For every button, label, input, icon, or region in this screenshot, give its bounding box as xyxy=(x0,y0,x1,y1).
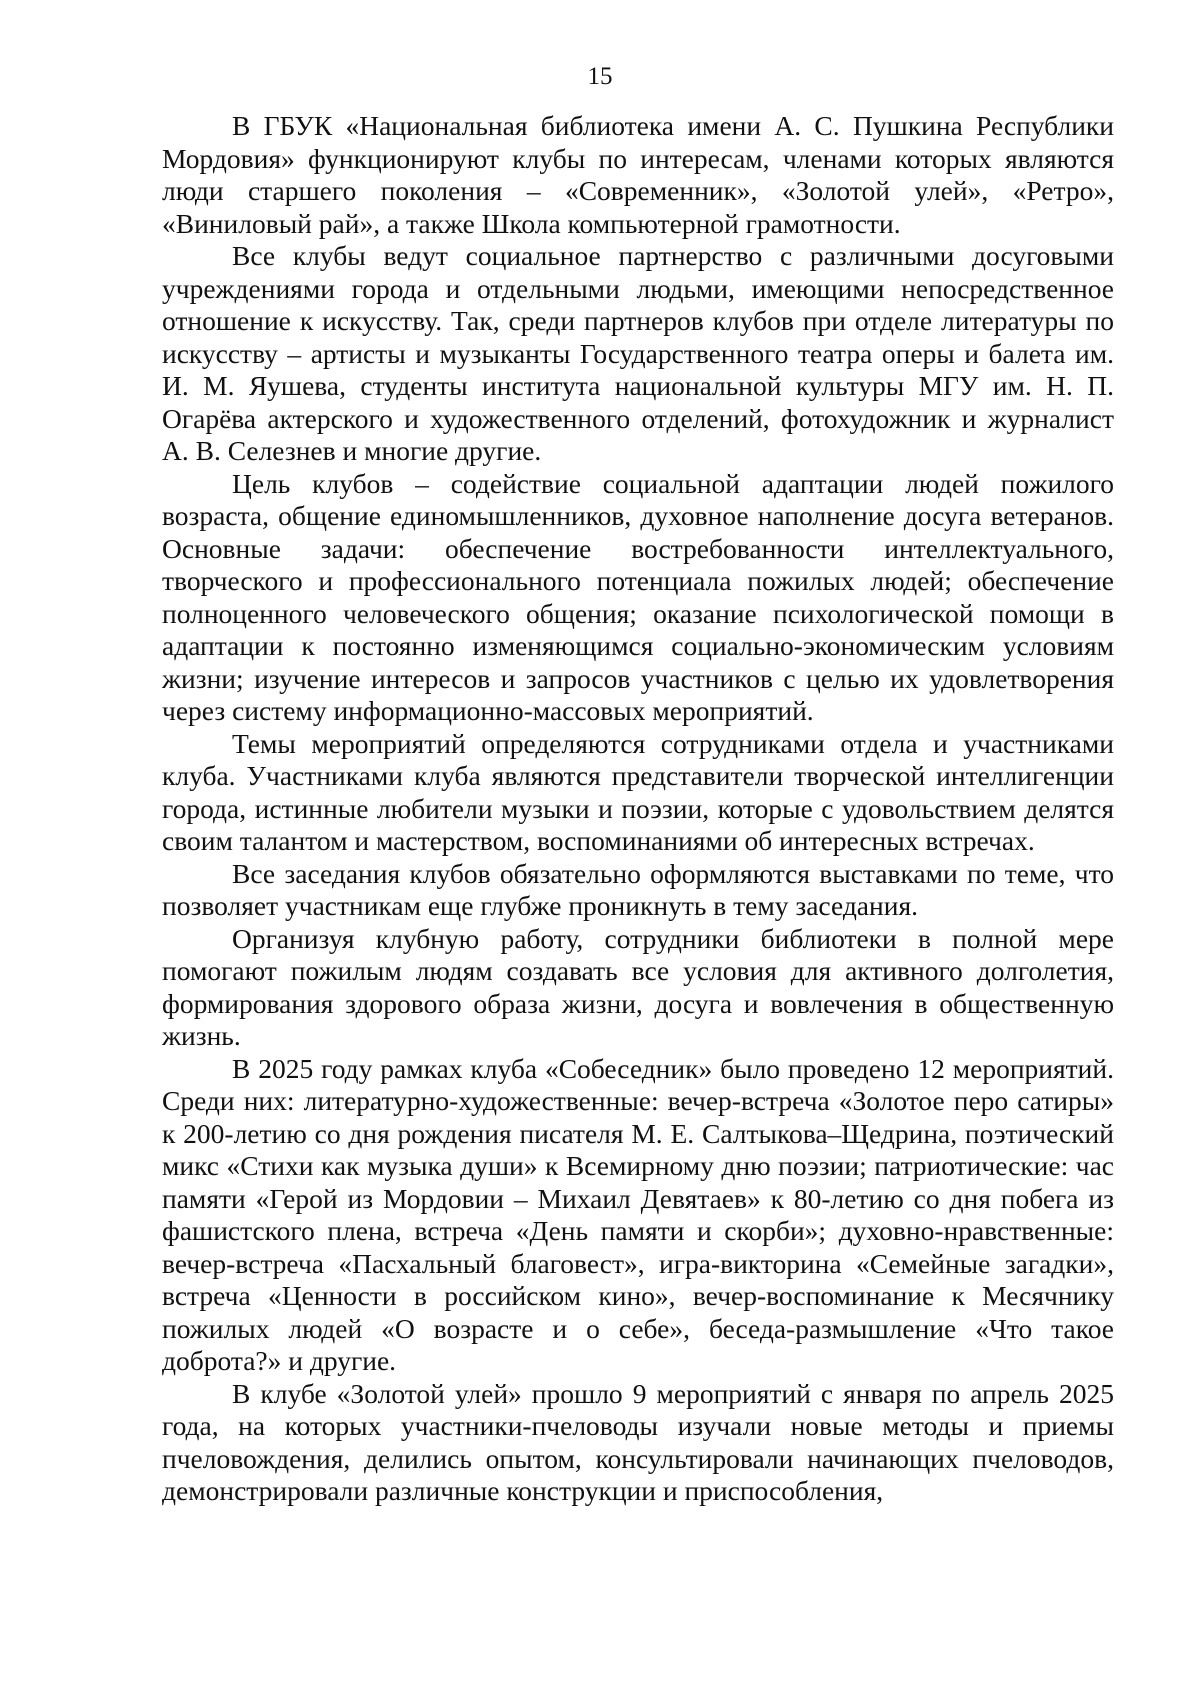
paragraph-sobesednik-club: В 2025 году рамках клуба «Собеседник» было проведено 12 мероприятий. Среди них: литературно-художественные: вечер-встреча «Золотое перо сатиры» к 200-летию со дня рождения писателя М. Е. Салтыкова–Щедрина, поэтический микс «Стихи как музыка души» к Всемирному дню поэзии; патриотические: час памяти «Герой из Мордовии – Михаил Девятаев» к 80-летию со дня побега из фашистского плена, встреча «День памяти и скорби»; духовно-нравственные: вечер-встреча «Пасхальный благовест», игра-викторина «Семейные загадки», встреча «Ценности в российском кино», вечер-воспоминание к Месячнику пожилых людей «О возрасте и о себе», беседа-размышление «Что такое доброта?» и другие. xyxy=(162,1052,1114,1376)
paragraph-club-goals: Цель клубов – содействие социальной адаптации людей пожилого возраста, общение единомышленников, духовное наполнение досуга ветеранов. Основные задачи: обеспечение востребованности интеллектуального, творческого и профессионального потенциала пожилых людей; обеспечение полноценного человеческого общения; оказание психологической помощи в адаптации к постоянно изменяющимся социально-экономическим условиям жизни; изучение интересов и запросов участников с целью их удовлетворения через систему информационно-массовых мероприятий. xyxy=(162,467,1114,726)
paragraph-clubs-overview: В ГБУК «Национальная библиотека имени А. С. Пушкина Республики Мордовия» функционируют клубы по интересам, членами которых являются люди старшего поколения – «Современник», «Золотой улей», «Ретро», «Виниловый рай», а также Школа компьютерной грамотности. xyxy=(162,110,1114,239)
page-number: 15 xyxy=(587,63,613,90)
paragraph-event-topics: Темы мероприятий определяются сотрудниками отдела и участниками клуба. Участниками клуба являются представители творческой интеллигенции города, истинные любители музыки и поэзии, которые с удовольствием делятся своим талантом и мастерством, воспоминаниями об интересных встречах. xyxy=(162,727,1114,856)
paragraph-club-work: Организуя клубную работу, сотрудники библиотеки в полной мере помогают пожилым людям создавать все условия для активного долголетия, формирования здорового образа жизни, досуга и вовлечения в общественную жизнь. xyxy=(162,922,1114,1051)
paragraph-exhibitions: Все заседания клубов обязательно оформляются выставками по теме, что позволяет участникам еще глубже проникнуть в тему заседания. xyxy=(162,857,1114,921)
paragraph-social-partnership: Все клубы ведут социальное партнерство с различными досуговыми учреждениями города и отдельными людьми, имеющими непосредственное отношение к искусству. Так, среди партнеров клубов при отделе литературы по искусству – артисты и музыканты Государственного театра оперы и балета им. И. М. Яушева, студенты института национальной культуры МГУ им. Н. П. Огарёва актерского и художественного отделений, фотохудожник и журналист А. В. Селезнев и многие другие. xyxy=(162,240,1114,466)
paragraph-golden-hive-club: В клубе «Золотой улей» прошло 9 мероприятий с января по апрель 2025 года, на которых участники-пчеловоды изучали новые методы и приемы пчеловождения, делились опытом, консультировали начинающих пчеловодов, демонстрировали различные конструкции и приспособления, xyxy=(162,1377,1114,1506)
document-body xyxy=(162,110,1114,1508)
